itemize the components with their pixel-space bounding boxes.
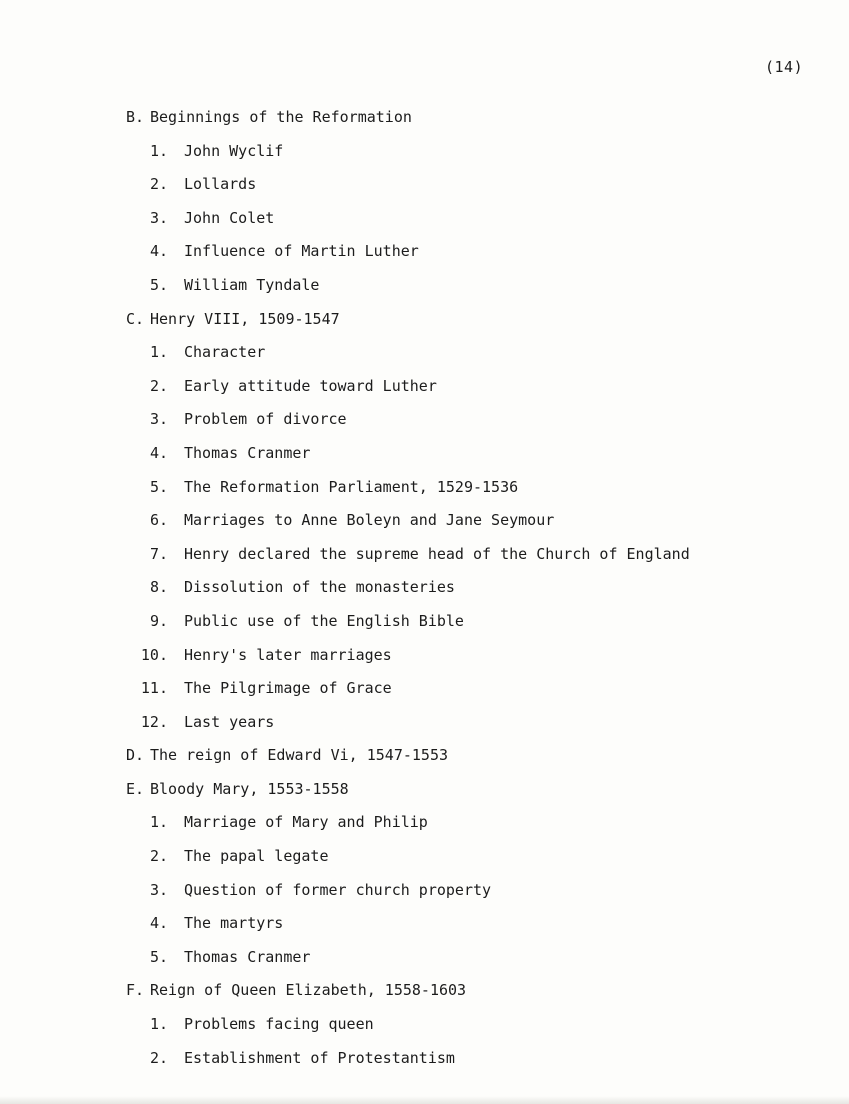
outline-item [0,608,849,642]
item-text: Marriage of Mary and Philip [184,813,428,832]
section-letter: F. [125,981,144,1000]
item-text: The martyrs [184,914,284,933]
item-number: 2. [149,175,168,194]
item-number: 2. [149,847,168,866]
item-text: William Tyndale [184,275,320,294]
item-number: 6. [149,511,168,530]
item-number: 4. [149,242,168,261]
section-letter: E. [125,779,144,798]
outline-item [0,1045,849,1079]
item-text: Thomas Cranmer [184,947,311,966]
item-text: Last years [184,712,275,731]
item-number: 2. [149,1048,168,1067]
outline-item [0,541,849,575]
outline-section [0,776,849,810]
outline-item [0,910,849,944]
scan-edge [0,1096,849,1104]
item-text: Marriages to Anne Boleyn and Jane Seymour [184,511,555,530]
item-number: 11. [140,679,168,698]
item-text: Dissolution of the monasteries [184,578,455,597]
item-number: 4. [149,443,168,462]
item-text: The Reformation Parliament, 1529-1536 [184,477,519,496]
item-number: 1. [149,343,168,362]
item-text: The Pilgrimage of Grace [184,679,392,698]
section-letter: C. [125,309,144,328]
outline-item [0,675,849,709]
item-number: 3. [149,880,168,899]
item-number: 10. [140,645,168,664]
outline-item [0,507,849,541]
item-number: 8. [149,578,168,597]
section-title: Reign of Queen Elizabeth, 1558-1603 [150,981,467,1000]
outline-item [0,406,849,440]
item-number: 7. [149,544,168,563]
item-text: The papal legate [184,847,329,866]
page-number: (14) [765,58,804,76]
item-number: 1. [149,813,168,832]
outline-item [0,373,849,407]
outline-item [0,138,849,172]
outline-list [0,104,849,1078]
outline-item [0,474,849,508]
item-text: Character [184,343,266,362]
section-letter: B. [125,108,144,126]
item-text: Problems facing queen [184,1015,374,1034]
section-title: Beginnings of the Reformation [150,108,412,126]
item-number: 2. [149,376,168,395]
item-text: Early attitude toward Luther [184,376,437,395]
section-title: Henry VIII, 1509-1547 [150,309,340,328]
outline-section [0,104,849,138]
item-number: 5. [149,477,168,496]
outline-item [0,238,849,272]
outline-item [0,1011,849,1045]
item-text: Lollards [184,175,257,194]
outline-item [0,809,849,843]
outline-item [0,440,849,474]
item-number: 12. [140,712,168,731]
outline-section [0,977,849,1011]
section-title: Bloody Mary, 1553-1558 [150,779,349,798]
item-number: 3. [149,208,168,227]
item-text: Establishment of Protestantism [184,1048,455,1067]
item-number: 3. [149,410,168,429]
outline-item [0,709,849,743]
section-title: The reign of Edward Vi, 1547-1553 [150,746,449,765]
section-letter: D. [125,746,144,765]
item-number: 5. [149,947,168,966]
outline-item [0,171,849,205]
outline-item [0,574,849,608]
item-text: Thomas Cranmer [184,443,311,462]
item-text: Influence of Martin Luther [184,242,419,261]
item-text: Henry declared the supreme head of the Church of England [184,544,690,563]
item-number: 5. [149,275,168,294]
item-text: Henry's later marriages [184,645,392,664]
item-text: Public use of the English Bible [184,611,464,630]
item-number: 1. [149,141,168,160]
item-text: Question of former church property [184,880,492,899]
outline-item [0,944,849,978]
item-text: John Wyclif [184,141,284,160]
item-text: John Colet [184,208,275,227]
outline-item [0,205,849,239]
item-text: Problem of divorce [184,410,347,429]
outline-section [0,306,849,340]
outline-item [0,843,849,877]
outline-item [0,642,849,676]
outline-section [0,742,849,776]
outline-item [0,877,849,911]
item-number: 1. [149,1015,168,1034]
item-number: 4. [149,914,168,933]
outline-item [0,272,849,306]
outline-item [0,339,849,373]
item-number: 9. [149,611,168,630]
